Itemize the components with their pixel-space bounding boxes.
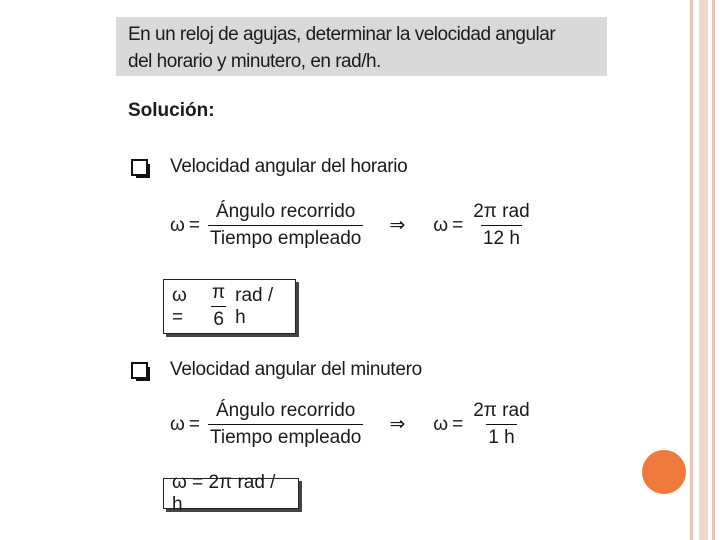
equals-sign: =	[188, 413, 200, 435]
omega-symbol: ω	[170, 413, 185, 435]
implies-arrow-icon: ⇒	[389, 215, 406, 236]
result-box-horario	[163, 279, 296, 334]
result-fraction	[210, 282, 227, 331]
fraction-value	[471, 400, 531, 449]
equals-sign: =	[452, 413, 464, 435]
border-stripe-left	[690, 0, 693, 540]
omega-symbol: ω	[433, 413, 449, 435]
fraction-denominator: 1 h	[486, 424, 516, 449]
fraction-numerator: Ángulo recorrido	[215, 400, 356, 421]
fraction-numerator: Ángulo recorrido	[215, 201, 356, 222]
section-title-minutero: Velocidad angular del minutero	[170, 359, 422, 380]
equation-minutero	[170, 400, 536, 449]
border-stripe-right	[712, 0, 715, 540]
result-box-minutero	[163, 471, 299, 515]
checkbox-icon	[131, 159, 148, 176]
omega-symbol: ω	[170, 214, 185, 236]
solution-heading: Solución:	[128, 100, 215, 121]
orange-circle-decoration	[642, 450, 686, 494]
statement-line-2: del horario y minutero, en rad/h.	[128, 51, 381, 72]
fraction-value	[471, 201, 531, 250]
omega-symbol: ω	[433, 214, 449, 236]
fraction-angle-time	[208, 201, 363, 250]
border-stripe-middle	[699, 0, 708, 540]
fraction-angle-time	[208, 400, 363, 449]
equation-horario	[170, 201, 536, 250]
result-unit: rad / h	[235, 284, 274, 328]
result-lhs: ω =	[172, 284, 187, 328]
problem-statement	[116, 17, 607, 76]
equals-sign: =	[452, 214, 464, 236]
equals-sign: =	[188, 214, 200, 236]
section-title-horario: Velocidad angular del horario	[170, 156, 408, 177]
implies-arrow-icon: ⇒	[389, 414, 406, 435]
result-numerator: π	[212, 282, 226, 303]
checkbox-icon	[131, 362, 148, 379]
fraction-numerator: 2π rad	[473, 400, 530, 421]
fraction-denominator: Tiempo empleado	[208, 424, 363, 449]
result-denominator: 6	[211, 306, 226, 331]
result-text: ω = 2π rad / h	[172, 471, 276, 515]
fraction-denominator: 12 h	[481, 225, 522, 250]
statement-line-1: En un reloj de agujas, determinar la velocidad angular	[128, 24, 556, 45]
fraction-denominator: Tiempo empleado	[208, 225, 363, 250]
fraction-numerator: 2π rad	[473, 201, 530, 222]
